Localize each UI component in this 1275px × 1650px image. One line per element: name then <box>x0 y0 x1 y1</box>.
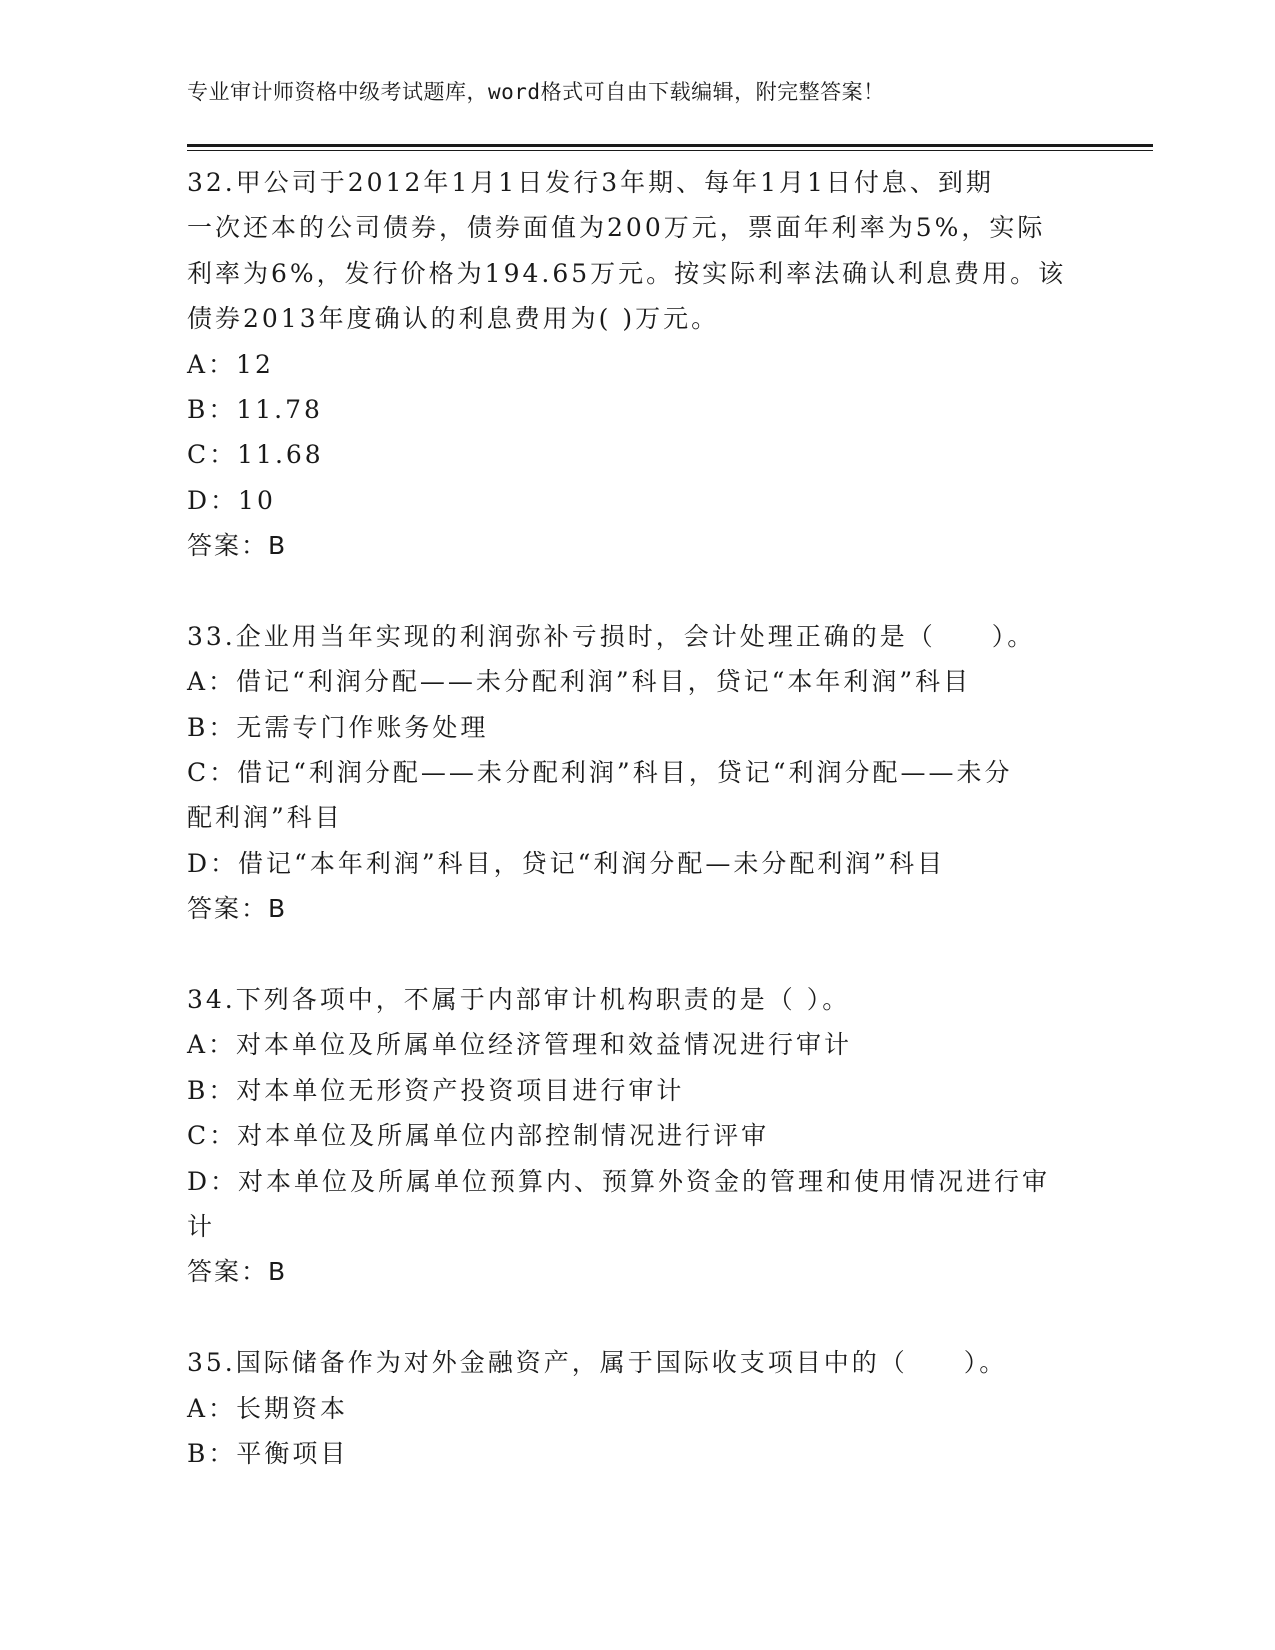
question-spacer <box>187 569 1087 614</box>
header-rule-thin <box>187 150 1153 151</box>
option-a: A：12 <box>187 349 274 379</box>
option-d: D：对本单位及所属单位预算内、预算外资金的管理和使用情况进行审 <box>187 1166 1051 1196</box>
option-a: A：对本单位及所属单位经济管理和效益情况进行审计 <box>187 1030 853 1060</box>
page-header: 专业审计师资格中级考试题库，word格式可自由下载编辑，附完整答案！ <box>187 80 885 104</box>
option-b: B：对本单位无形资产投资项目进行审计 <box>187 1075 685 1105</box>
question-stem-line: 利率为6%，发行价格为194.65万元。按实际利率法确认利息费用。该 <box>187 258 1067 288</box>
question-33 <box>187 614 1087 932</box>
option-d: D：10 <box>187 485 276 515</box>
option-c: C：对本单位及所属单位内部控制情况进行评审 <box>187 1121 770 1151</box>
option-c-continued: 配利润”科目 <box>187 803 343 833</box>
option-a: A：借记“利润分配——未分配利润”科目，贷记“本年利润”科目 <box>187 667 972 697</box>
question-spacer <box>187 1295 1087 1340</box>
question-stem-line: 32.甲公司于2012年1月1日发行3年期、每年1月1日付息、到期 <box>187 168 994 197</box>
option-d: D：借记“本年利润”科目，贷记“利润分配—未分配利润”科目 <box>187 848 946 878</box>
question-32 <box>187 160 1087 569</box>
option-c: C：11.68 <box>187 440 324 470</box>
header-rule-thick <box>187 144 1153 147</box>
question-list <box>187 160 1087 1476</box>
question-35 <box>187 1340 1087 1476</box>
option-b: B：11.78 <box>187 394 323 424</box>
answer-text: 答案：B <box>187 1257 288 1287</box>
answer-text: 答案：B <box>187 531 288 561</box>
question-stem-line: 33.企业用当年实现的利润弥补亏损时，会计处理正确的是（ ）。 <box>187 621 1036 651</box>
question-stem-line: 34.下列各项中，不属于内部审计机构职责的是（ ）。 <box>187 985 851 1015</box>
option-a: A：长期资本 <box>187 1393 349 1423</box>
question-spacer <box>187 932 1087 977</box>
question-34 <box>187 977 1087 1295</box>
question-stem-line: 债券2013年度确认的利息费用为( )万元。 <box>187 304 720 334</box>
option-c: C：借记“利润分配——未分配利润”科目，贷记“利润分配——未分 <box>187 758 1013 788</box>
option-b: B：平衡项目 <box>187 1438 349 1468</box>
option-b: B：无需专门作账务处理 <box>187 712 489 742</box>
option-d-continued: 计 <box>187 1211 216 1241</box>
question-stem-line: 一次还本的公司债券，债券面值为200万元，票面年利率为5%，实际 <box>187 213 1046 243</box>
answer-text: 答案：B <box>187 894 288 924</box>
question-stem-line: 35.国际储备作为对外金融资产，属于国际收支项目中的（ ）。 <box>187 1348 1008 1378</box>
